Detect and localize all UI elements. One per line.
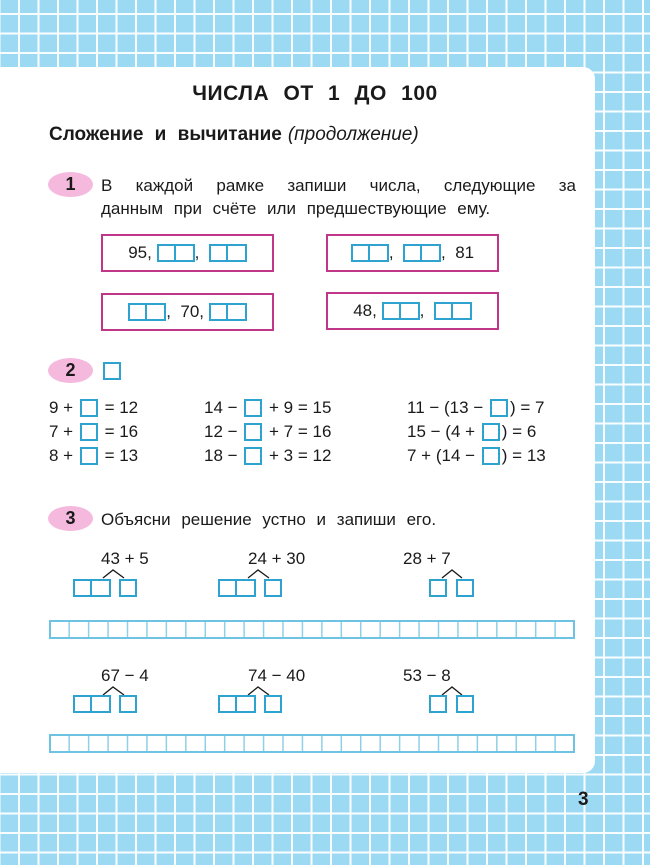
task-1-text-line2: данным при счёте или предшествующие ему.: [101, 199, 491, 218]
answer-line-1[interactable]: [49, 620, 575, 639]
number-frame-2: , , 81: [326, 234, 499, 272]
answer-cell-pair[interactable]: [434, 302, 472, 320]
equation: 8 + = 13: [49, 446, 139, 465]
page-title: ЧИСЛА ОТ 1 ДО 100: [192, 82, 438, 105]
equation: 9 + = 12: [49, 398, 139, 417]
frame-value: 95,: [128, 243, 152, 262]
answer-box[interactable]: [429, 695, 447, 713]
answer-cell-pair[interactable]: [209, 244, 247, 262]
answer-cell-pair[interactable]: [351, 244, 389, 262]
answer-cell-pair[interactable]: [382, 302, 420, 320]
answer-box[interactable]: [244, 399, 262, 417]
equation-column-1: [49, 397, 138, 467]
equation: 18 − + 3 = 12: [204, 446, 332, 465]
section-subtitle: [49, 124, 419, 146]
expression: 24 + 30: [248, 549, 306, 568]
answer-box[interactable]: [482, 423, 500, 441]
equation: 15 − (4 + ) = 6: [407, 422, 537, 441]
answer-box[interactable]: [80, 399, 98, 417]
equation: 7 + (14 − ) = 13: [407, 446, 546, 465]
number-frame-3: , 70,: [101, 293, 274, 331]
equation: 12 − + 7 = 16: [204, 422, 332, 441]
expression: 43 + 5: [101, 549, 149, 568]
expression: 28 + 7: [403, 549, 451, 568]
expression: 53 − 8: [403, 666, 451, 685]
answer-box[interactable]: [456, 695, 474, 713]
answer-cell-pair[interactable]: [218, 695, 256, 713]
subtitle-note: (продолжение): [287, 124, 419, 145]
answer-box[interactable]: [80, 447, 98, 465]
answer-box[interactable]: [244, 447, 262, 465]
split-bracket-icon: [245, 567, 285, 579]
task-1-badge: 1: [48, 172, 93, 197]
answer-box[interactable]: [119, 695, 137, 713]
task-2-badge: 2: [48, 358, 93, 383]
answer-cell-pair[interactable]: [128, 303, 166, 321]
task-1-text-line1: В каждой рамке запиши числа, следующие за: [101, 176, 576, 195]
task-3-text: Объясни решение устно и запиши его.: [101, 510, 437, 529]
answer-box[interactable]: [429, 579, 447, 597]
answer-cell-pair[interactable]: [73, 695, 111, 713]
split-bracket-icon: [440, 567, 480, 579]
answer-box[interactable]: [456, 579, 474, 597]
answer-cell-pair[interactable]: [218, 579, 256, 597]
task-3-badge: 3: [48, 506, 93, 531]
answer-box[interactable]: [119, 579, 137, 597]
equation-column-2: [204, 397, 331, 467]
answer-cell-pair[interactable]: [157, 244, 195, 262]
frame-value: 81: [455, 243, 475, 262]
equation: 11 − (13 − ) = 7: [407, 398, 545, 417]
answer-box[interactable]: [482, 447, 500, 465]
answer-cell-pair[interactable]: [209, 303, 247, 321]
answer-cell-pair[interactable]: [73, 579, 111, 597]
equation-column-3: [407, 397, 546, 467]
answer-box[interactable]: [264, 695, 282, 713]
number-frame-1: 95, ,: [101, 234, 274, 272]
expression: 74 − 40: [248, 666, 306, 685]
answer-box[interactable]: [244, 423, 262, 441]
subtitle-text: Сложение и вычитание: [49, 124, 282, 145]
frame-value: 48,: [353, 301, 377, 320]
equation: 14 − + 9 = 15: [204, 398, 332, 417]
frame-value: 70,: [180, 302, 205, 321]
answer-line-2[interactable]: [49, 734, 575, 753]
expression: 67 − 4: [101, 666, 149, 685]
answer-box[interactable]: [80, 423, 98, 441]
answer-cell-pair[interactable]: [403, 244, 441, 262]
answer-box[interactable]: [264, 579, 282, 597]
split-bracket-icon: [100, 567, 140, 579]
empty-box-icon: [103, 362, 121, 380]
equation: 7 + = 16: [49, 422, 139, 441]
page-number: 3: [578, 789, 589, 810]
answer-box[interactable]: [490, 399, 508, 417]
number-frame-4: 48, ,: [326, 292, 499, 330]
